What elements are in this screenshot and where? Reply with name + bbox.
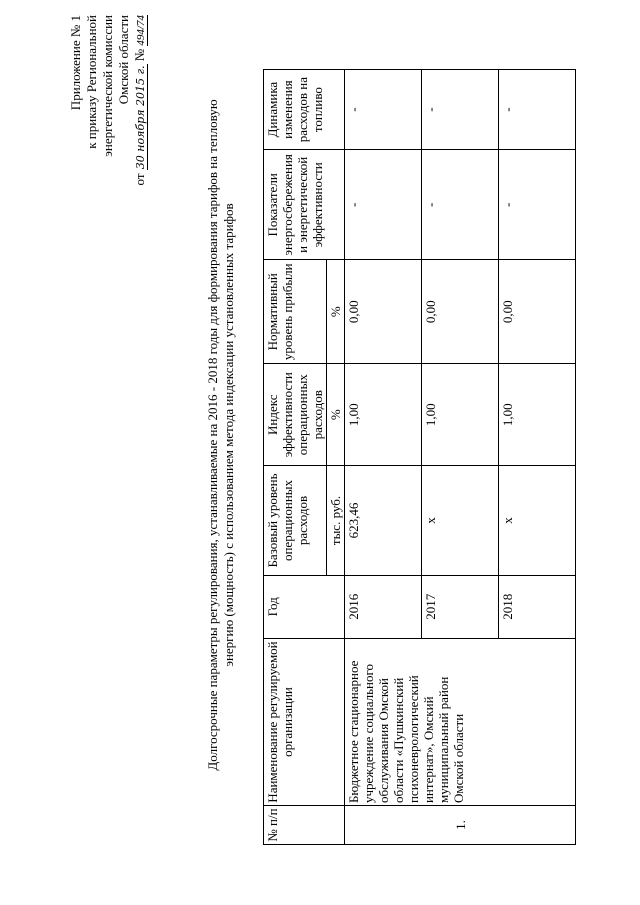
unit-index: % [327,364,345,466]
organization-name: Бюджетное стационарное учреждение социального обслуживания Омской области «Пушкинский психоневрологический интернат», Омский муниципальный район Омской области [345,639,576,806]
cell-base: х [422,466,499,575]
handwritten-number: 494/74 [135,15,147,46]
unit-profit: % [327,260,345,364]
cell-base: 623,46 [345,466,422,575]
appendix-number: Приложение № 1 [68,15,83,111]
header-year: Год [264,575,345,638]
document-title [205,35,237,835]
cell-energy: - [499,150,576,260]
from-label: от [132,173,147,186]
cell-index: 1,00 [345,364,422,466]
handwritten-date: 30 ноября 2015 г. [134,65,147,170]
cell-energy: - [422,150,499,260]
cell-year: 2018 [499,575,576,638]
appendix-date-line [132,15,148,215]
title-line-2: энергию (мощность) с использованием метода индексации установленных тарифов [221,203,236,667]
cell-index: 1,00 [422,364,499,466]
cell-year: 2016 [345,575,422,638]
unit-base: тыс. руб. [327,466,345,575]
header-energy: Показатели энергосбережения и энергетической эффективности [264,150,345,260]
cell-profit: 0,00 [499,260,576,364]
table-row [345,70,422,845]
row-number: 1. [345,806,576,845]
cell-profit: 0,00 [345,260,422,364]
number-label: № [132,48,147,62]
parameters-table [263,69,576,845]
cell-profit: 0,00 [422,260,499,364]
appendix-commission: энергетической комиссии [100,15,115,157]
cell-fuel: - [422,70,499,150]
header-fuel: Динамика изменения расходов на топливо [264,70,345,150]
header-profit: Нормативный уровень прибыли [264,260,327,364]
appendix-header [68,15,148,215]
header-num: № п/п [264,806,345,845]
header-index: Индекс эффективности операционных расходов [264,364,327,466]
cell-fuel: - [499,70,576,150]
appendix-region: Омской области [116,15,131,105]
appendix-order-ref: к приказу Региональной [84,15,99,149]
title-line-1: Долгосрочные параметры регулирования, устанавливаемые на 2016 - 2018 годы для формирования тарифов на тепловую [205,99,220,771]
cell-year: 2017 [422,575,499,638]
cell-index: 1,00 [499,364,576,466]
table-header-row [264,70,327,845]
header-org: Наименование регулируемой организации [264,639,345,806]
cell-fuel: - [345,70,422,150]
cell-energy: - [345,150,422,260]
cell-base: х [499,466,576,575]
header-base: Базовый уровень операционных расходов [264,466,327,575]
